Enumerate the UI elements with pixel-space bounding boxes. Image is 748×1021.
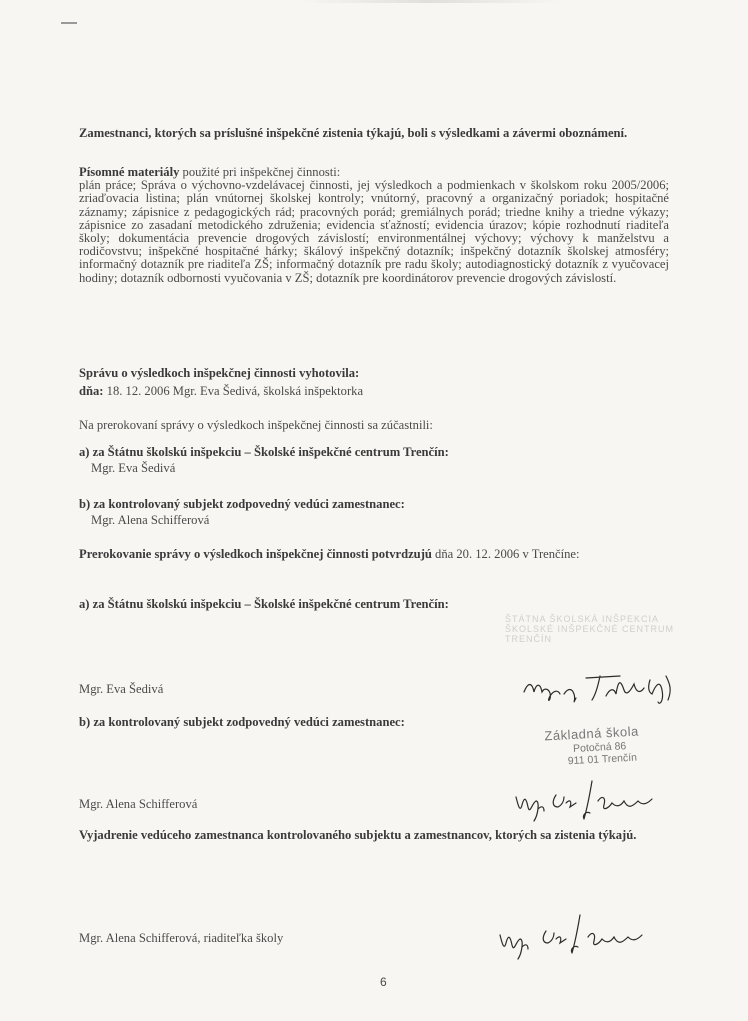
materials-list: plán práce; Správa o výchovno-vzdelávacej činnosti, jej výsledkoch a podmienkach v školskom roku 2005/2006; zriaďovacia listina; plán vnútornej školskej kontroly; vnútorný, pracovný a organizačný poriadok; hospitačné záznamy; zápisnice z pedagogických rád; pracovných porád; gremiálnych porád; triedne knihy a triedne výkazy; zápisnice zo zasadaní metodického združenia; evidencia sťažností; evidencia úrazov; kópie rozhodnutí riaditeľa školy; dokumentácia prevencie drogových závislostí; environmentálnej výchovy; výchovy k manželstvu a rodičovstvu; inšpekčné hospitačné hárky; škálový inšpekčný dotazník; inšpekčný dotazník školskej atmosféry; informačný dotazník pre riaditeľa ZŠ; informačný dotazník pre radu školy; autodiagnostický dotazník z vyučovacej hodiny; dotazník odbornosti vyučovania v ZŠ; dotazník pre koordinátorov prevencie drogových závislostí. [79, 178, 669, 285]
confirm-bold: Prerokovanie správy o výsledkoch inšpekčnej činnosti potvrdzujú [79, 547, 432, 561]
materials-label-rest: použité pri inšpekčnej činnosti: [179, 165, 341, 179]
date-value: 18. 12. 2006 Mgr. Eva Šedivá, školská inšpektorka [103, 384, 364, 398]
inspection-stamp [505, 614, 675, 656]
section-a2-heading: a) za Štátnu školskú inšpekciu – Školské inšpekčné centrum Trenčín: [79, 597, 449, 611]
principal-name: Mgr. Alena Schifferová [91, 513, 210, 527]
final-sign-name: Mgr. Alena Schifferová, riaditeľka školy [79, 931, 284, 945]
section-b-heading: b) za kontrolovaný subjekt zodpovedný vedúci zamestnanec: [79, 497, 405, 511]
inspection-stamp-line: TRENČÍN [505, 634, 552, 644]
confirmation-paragraph [79, 548, 669, 561]
page-number: 6 [380, 975, 387, 989]
section-a-heading: a) za Štátnu školskú inšpekciu – Školské inšpekčné centrum Trenčín: [79, 445, 449, 459]
school-stamp [544, 722, 676, 769]
inspector-signature [520, 660, 680, 710]
participants-intro: Na prerokovaní správy o výsledkoch inšpekčnej činnosti sa zúčastnili: [79, 418, 433, 432]
inspector-name: Mgr. Eva Šedivá [91, 461, 176, 475]
principal-sign-name: Mgr. Alena Schifferová [79, 797, 198, 811]
section-b2-heading: b) za kontrolovaný subjekt zodpovedný vedúci zamestnanec: [79, 715, 405, 729]
inspector-sign-name: Mgr. Eva Šedivá [79, 682, 164, 696]
final-signature [496, 907, 656, 963]
statement-heading: Vyjadrenie vedúceho zamestnanca kontrolovaného subjektu a zamestnancov, ktorých sa zistenia týkajú. [79, 828, 637, 842]
report-made-by: Správu o výsledkoch inšpekčnej činnosti vyhotovila: [79, 366, 360, 380]
intro-paragraph: Zamestnanci, ktorých sa príslušné inšpekčné zistenia týkajú, boli s výsledkami a závermi oboznámení. [79, 126, 628, 140]
inspection-stamp-line: ŠTÁTNA ŠKOLSKÁ INŠPEKCIA [505, 614, 660, 624]
date-label: dňa: [79, 384, 104, 398]
scan-shadow [300, 0, 560, 3]
school-stamp-line3: 911 01 Trenčín [567, 751, 638, 768]
principal-signature [512, 775, 662, 825]
materials-paragraph [79, 166, 669, 285]
corner-mark [61, 22, 77, 24]
report-date-line [79, 385, 669, 398]
school-stamp-line2: Potočná 86 [572, 740, 627, 755]
school-stamp-line1: Základná škola [544, 723, 640, 744]
inspection-stamp-line: ŠKOLSKÉ INŠPEKČNÉ CENTRUM [505, 624, 675, 634]
confirm-rest: dňa 20. 12. 2006 v Trenčíne: [431, 547, 580, 561]
materials-label: Písomné materiály [79, 165, 180, 179]
